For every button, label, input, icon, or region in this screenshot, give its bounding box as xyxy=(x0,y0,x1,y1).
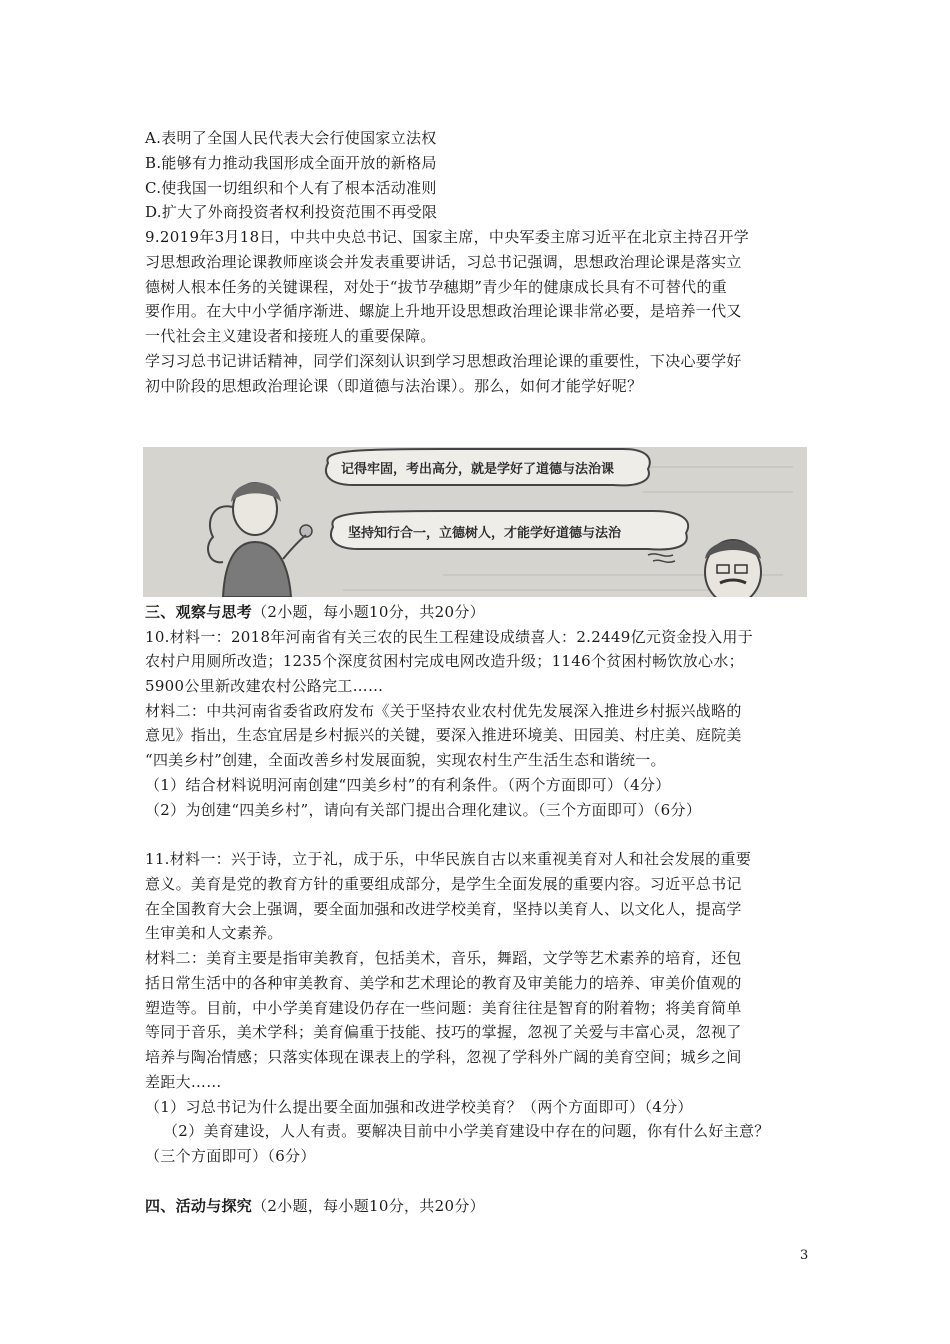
q10-line: “四美乡村”创建，全面改善乡村发展面貌，实现农村生产生活生态和谐统一。 xyxy=(145,751,666,769)
section-3-heading xyxy=(145,602,815,622)
q9-line: 初中阶段的思想政治理论课（即道德与法治课）。那么，如何才能学好呢？ xyxy=(145,377,643,395)
bubble-2-text: 坚持知行合一，立德树人，才能学好道德与法治 xyxy=(348,526,622,541)
q10-line: 农村户用厕所改造；1235个深度贫困村完成电网改造升级；1146个贫困村畅饮放心水； xyxy=(145,652,744,670)
q9-line: 一代社会主义建设者和接班人的重要保障。 xyxy=(145,327,436,345)
q9-line: 学习习总书记讲话精神，同学们深刻认识到学习思想政治理论课的重要性，下决心要学好 xyxy=(145,352,742,370)
q11-subquestion-2-cont: （三个方面即可）（6分） xyxy=(145,1147,316,1165)
q11-line: 生审美和人文素养。 xyxy=(145,924,283,942)
option-b: B.能够有力推动我国形成全面开放的新格局 xyxy=(145,154,437,172)
section-4-title: 四、活动与探究 xyxy=(145,1197,253,1215)
q10-line: 材料二：中共河南省委省政府发布《关于坚持农业农村优先发展深入推进乡村振兴战略的 xyxy=(145,702,742,720)
q11-subquestion-2: （2）美育建设，人人有责。要解决目前中小学美育建设中存在的问题，你有什么好主意？ xyxy=(163,1122,770,1140)
q11-line: 括日常生活中的各种审美教育、美学和艺术理论的教育及审美能力的培养、审美价值观的 xyxy=(145,974,742,992)
page-number: 3 xyxy=(800,1248,809,1263)
speech-bubble-1 xyxy=(326,449,650,485)
cartoon-figure xyxy=(143,447,807,597)
section-4-note: （2小题，每小题10分，共20分） xyxy=(252,1197,485,1215)
q10-line: 5900公里新改建农村公路完工…… xyxy=(145,677,384,695)
q10-line: 意见》指出，生态宜居是乡村振兴的关键，要深入推进环境美、田园美、村庄美、庭院美 xyxy=(145,726,742,744)
q10-line: 10.材料一：2018年河南省有关三农的民生工程建设成绩喜人：2.2449亿元资金投入用于 xyxy=(145,628,754,646)
option-c: C.使我国一切组织和个人有了根本活动准则 xyxy=(145,179,437,197)
section-4-heading xyxy=(145,1196,815,1216)
q9-line: 德树人根本任务的关键课程，对处于“拔节孕穗期”青少年的健康成长具有不可替代的重 xyxy=(145,278,728,296)
q11-line: 在全国教育大会上强调，要全面加强和改进学校美育，坚持以美育人、以文化人，提高学 xyxy=(145,900,742,918)
q11-line: 11.材料一：兴于诗，立于礼，成于乐，中华民族自古以来重视美育对人和社会发展的重要 xyxy=(145,850,752,868)
speech-bubble-2 xyxy=(331,511,688,549)
q10-subquestion-1: （1）结合材料说明河南创建“四美乡村”的有利条件。（两个方面即可）（4分） xyxy=(145,776,671,794)
q10-subquestion-2: （2）为创建“四美乡村”，请向有关部门提出合理化建议。（三个方面即可）（6分） xyxy=(145,801,702,819)
q11-line: 材料二：美育主要是指审美教育，包括美术，音乐，舞蹈，文学等艺术素养的培育，还包 xyxy=(145,949,742,967)
q11-line: 差距大…… xyxy=(145,1073,222,1091)
section-3-title: 三、观察与思考 xyxy=(145,603,253,621)
q11-line: 意义。美育是党的教育方针的重要组成部分，是学生全面发展的重要内容。习近平总书记 xyxy=(145,875,742,893)
option-a: A.表明了全国人民代表大会行使国家立法权 xyxy=(145,129,437,147)
bubble-1-text: 记得牢固，考出高分，就是学好了道德与法治课 xyxy=(341,462,615,477)
q9-line: 9.2019年3月18日，中共中央总书记、国家主席，中央军委主席习近平在北京主持召开学 xyxy=(145,228,750,246)
q9-line: 习思想政治理论课教师座谈会并发表重要讲话，习总书记强调，思想政治理论课是落实立 xyxy=(145,253,742,271)
q11-line: 塑造等。目前，中小学美育建设仍存在一些问题：美育往往是智育的附着物；将美育简单 xyxy=(145,999,742,1017)
q11-line: 培养与陶冶情感；只落实体现在课表上的学科，忽视了学科外广阔的美育空间；城乡之间 xyxy=(145,1048,742,1066)
q9-line: 要作用。在大中小学循序渐进、螺旋上升地开设思想政治理论课非常必要，是培养一代又 xyxy=(145,302,742,320)
option-d: D.扩大了外商投资者权利投资范围不再受限 xyxy=(145,203,438,221)
q11-line: 等同于音乐，美术学科；美育偏重于技能、技巧的掌握，忽视了关爱与丰富心灵，忽视了 xyxy=(145,1023,742,1041)
section-3-note: （2小题，每小题10分，共20分） xyxy=(252,603,485,621)
q11-subquestion-1: （1）习总书记为什么提出要全面加强和改进学校美育？（两个方面即可）（4分） xyxy=(145,1098,693,1116)
